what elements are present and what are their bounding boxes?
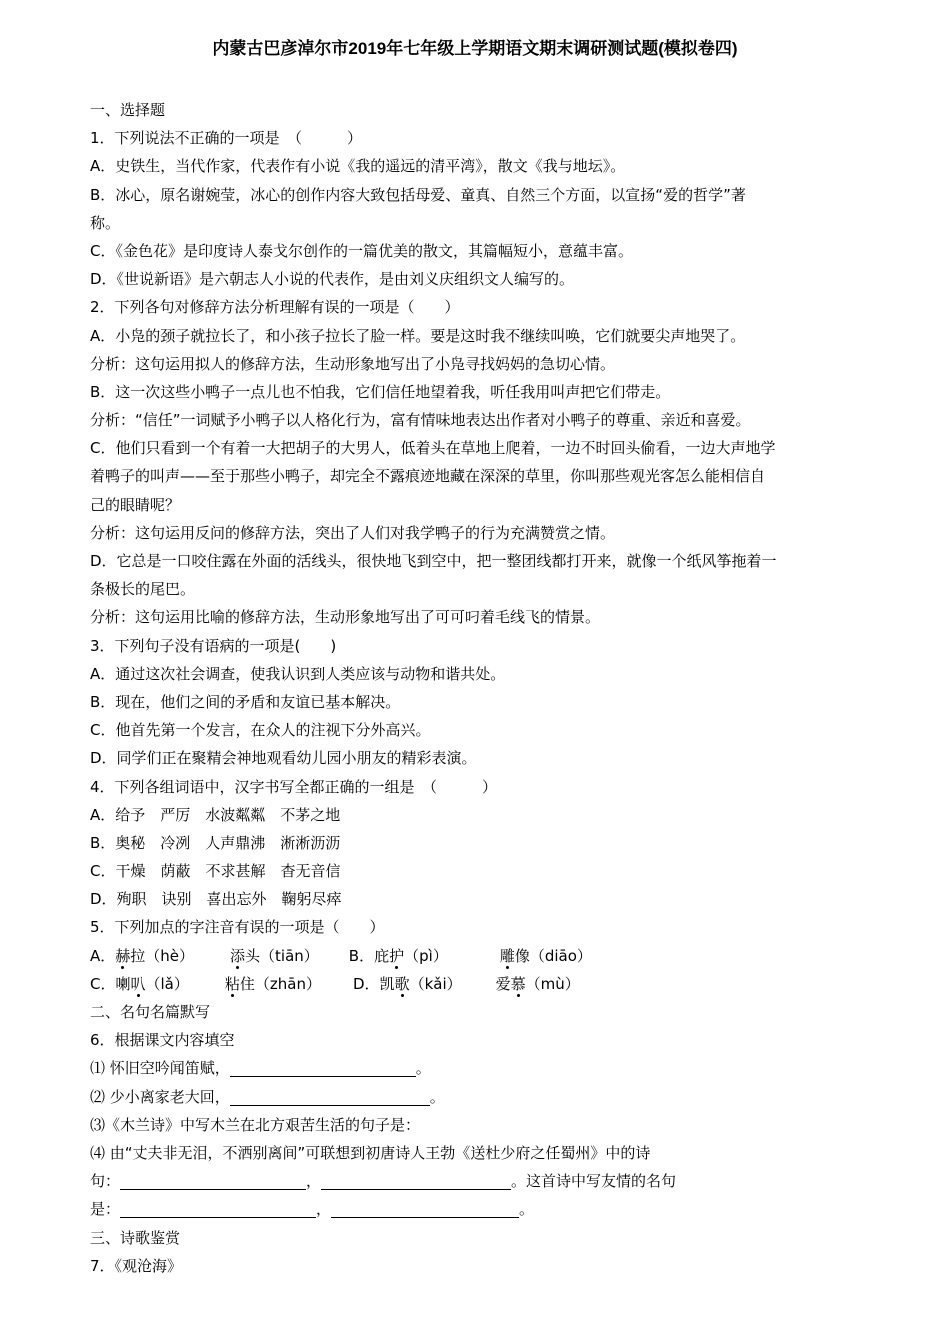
q3-option-c: C．他首先第一个发言，在众人的注视下分外高兴。 — [90, 721, 431, 740]
punctuation: 。 — [415, 1059, 431, 1078]
prompt-text: 句： — [90, 1172, 121, 1191]
q4-option-b: B．奥秘 冷冽 人声鼎沸 淅淅沥沥 — [90, 833, 341, 852]
pinyin-text: （mù） — [525, 974, 580, 993]
dotted-char: 添 — [230, 942, 245, 970]
q2-option-c-analysis: 分析：这句运用反问的修辞方法，突出了人们对我学鸭子的行为充满赞赏之情。 — [90, 523, 616, 542]
q2-option-c-cont: 着鸭子的叫声——至于那些小鸭子，却完全不露痕迹地藏在深深的草里，你叫那些观光客怎么能相信自 — [90, 467, 766, 486]
dotted-char: 慕 — [511, 970, 526, 998]
dotted-char: 歌 — [395, 970, 410, 998]
pinyin-text: 拉（hè） — [130, 946, 195, 965]
q2-option-a-analysis: 分析：这句运用拟人的修辞方法，生动形象地写出了小凫寻找妈妈的急切心情。 — [90, 354, 616, 373]
exam-content — [90, 96, 862, 1280]
answer-blank[interactable] — [230, 1087, 430, 1106]
punctuation: ， — [306, 1172, 322, 1191]
word-text: 庇 — [374, 946, 390, 965]
section-heading-recitation: 二、名句名篇默写 — [90, 1003, 211, 1021]
q5-option-a-label: A． — [90, 946, 116, 965]
word-text: 爱 — [495, 974, 511, 993]
page-title: 内蒙古巴彦淖尔市2019年七年级上学期语文期末调研测试题(模拟卷四) — [212, 39, 738, 58]
dotted-char: 粘 — [225, 970, 240, 998]
section-heading-choice: 一、选择题 — [90, 101, 166, 119]
q6-part-2 — [90, 1083, 862, 1111]
answer-blank[interactable] — [230, 1058, 416, 1077]
q6-part-1 — [90, 1054, 862, 1082]
question-1-stem: 1．下列说法不正确的一项是 （ ） — [90, 129, 363, 148]
answer-blank[interactable] — [120, 1171, 306, 1190]
q1-option-a: A．史铁生，当代作家，代表作有小说《我的遥远的清平湾》，散文《我与地坛》。 — [90, 157, 626, 176]
pinyin-text: （pì） — [404, 946, 448, 965]
answer-blank[interactable] — [120, 1199, 316, 1218]
q6-part-4-blanks — [90, 1167, 862, 1195]
punctuation: 。 — [429, 1087, 445, 1106]
section-heading-poetry: 三、诗歌鉴赏 — [90, 1228, 181, 1247]
prompt-text: ⑴ 怀旧空吟闻笛赋， — [90, 1059, 230, 1078]
pinyin-text: 像（diāo） — [514, 946, 592, 965]
dotted-char: 护 — [389, 942, 404, 970]
pinyin-text: （lǎ） — [145, 974, 189, 993]
q1-option-b-cont: 称。 — [90, 213, 121, 232]
q5-option-c-label: C． — [90, 974, 116, 993]
q3-option-d: D．同学们正在聚精会神地观看幼儿园小朋友的精彩表演。 — [90, 749, 477, 768]
prompt-text: 。这首诗中写友情的名句 — [511, 1172, 677, 1191]
q2-option-b-analysis: 分析：“信任”一词赋予小鸭子以人格化行为，富有情味地表达出作者对小鸭子的尊重、亲近和喜爱。 — [90, 411, 751, 430]
punctuation: ， — [316, 1200, 332, 1219]
punctuation: 。 — [519, 1200, 535, 1219]
q3-option-a: A．通过这次社会调查，使我认识到人类应该与动物和谐共处。 — [90, 664, 506, 683]
word-text: 喇 — [115, 974, 131, 993]
q6-part-4-friendship — [90, 1195, 862, 1223]
answer-blank[interactable] — [331, 1199, 519, 1218]
question-6-stem: 6．根据课文内容填空 — [90, 1031, 235, 1050]
q5-option-d-label: D． — [353, 974, 380, 993]
dotted-char: 雕 — [500, 942, 515, 970]
q1-option-c: C．《金色花》是印度诗人泰戈尔创作的一篇优美的散文，其篇幅短小，意蕴丰富。 — [90, 241, 633, 260]
pinyin-text: 头（tiān） — [245, 946, 319, 965]
q6-part-4: ⑷ 由“丈夫非无泪，不洒别离间”可联想到初唐诗人王勃《送杜少府之任蜀州》中的诗 — [90, 1143, 651, 1162]
word-text: 凯 — [379, 974, 395, 993]
q4-option-a: A．给予 严厉 水波粼粼 不茅之地 — [90, 805, 341, 824]
dotted-char: 赫 — [115, 942, 130, 970]
question-3-stem: 3．下列句子没有语病的一项是( ) — [90, 636, 337, 655]
q1-option-d: D．《世说新语》是六朝志人小说的代表作，是由刘义庆组织文人编写的。 — [90, 270, 575, 289]
q4-option-c: C．干燥 荫蔽 不求甚解 杳无音信 — [90, 862, 341, 881]
q1-option-b: B．冰心，原名谢婉莹，冰心的创作内容大致包括母爱、童真、自然三个方面，以宣扬“爱的哲学”著 — [90, 185, 746, 204]
q5-options-cd — [90, 970, 862, 998]
q2-option-d-cont: 条极长的尾巴。 — [90, 580, 196, 599]
question-5-stem: 5．下列加点的字注音有误的一项是（ ） — [90, 918, 385, 937]
q5-option-b-label: B． — [348, 946, 375, 965]
dotted-char: 叭 — [131, 970, 146, 998]
pinyin-text: 住（zhān） — [239, 974, 321, 993]
question-7-stem: 7．《观沧海》 — [90, 1256, 183, 1275]
q6-part-3: ⑶《木兰诗》中写木兰在北方艰苦生活的句子是： — [90, 1115, 421, 1134]
q5-options-ab — [90, 942, 862, 970]
q2-option-b: B．这一次这些小鸭子一点儿也不怕我，它们信任地望着我，听任我用叫声把它们带走。 — [90, 382, 671, 401]
pinyin-text: （kǎi） — [409, 974, 462, 993]
q2-option-d: D．它总是一口咬住露在外面的活线头，很快地飞到空中，把一整团线都打开来，就像一个纸风筝拖着一 — [90, 552, 777, 570]
q2-option-d-analysis: 分析：这句运用比喻的修辞方法，生动形象地写出了可可叼着毛线飞的情景。 — [90, 608, 601, 627]
prompt-text: ⑵ 少小离家老大回， — [90, 1087, 230, 1106]
q2-option-a: A．小凫的颈子就拉长了，和小孩子拉长了脸一样。要是这时我不继续叫唤，它们就要尖声地哭了。 — [90, 326, 746, 345]
q2-option-c-cont: 己的眼睛呢？ — [90, 495, 181, 514]
q2-option-c: C．他们只看到一个有着一大把胡子的大男人，低着头在草地上爬着，一边不时回头偷看，一边大声地学 — [90, 439, 776, 458]
question-2-stem: 2．下列各句对修辞方法分析理解有误的一项是（ ） — [90, 298, 460, 317]
q4-option-d: D．殉职 诀别 喜出忘外 鞠躬尽瘁 — [90, 890, 342, 909]
question-4-stem: 4．下列各组词语中，汉字书写全都正确的一组是 （ ） — [90, 777, 498, 796]
q3-option-b: B．现在，他们之间的矛盾和友谊已基本解决。 — [90, 692, 401, 711]
answer-blank[interactable] — [321, 1171, 511, 1190]
prompt-text: 是： — [90, 1200, 121, 1219]
